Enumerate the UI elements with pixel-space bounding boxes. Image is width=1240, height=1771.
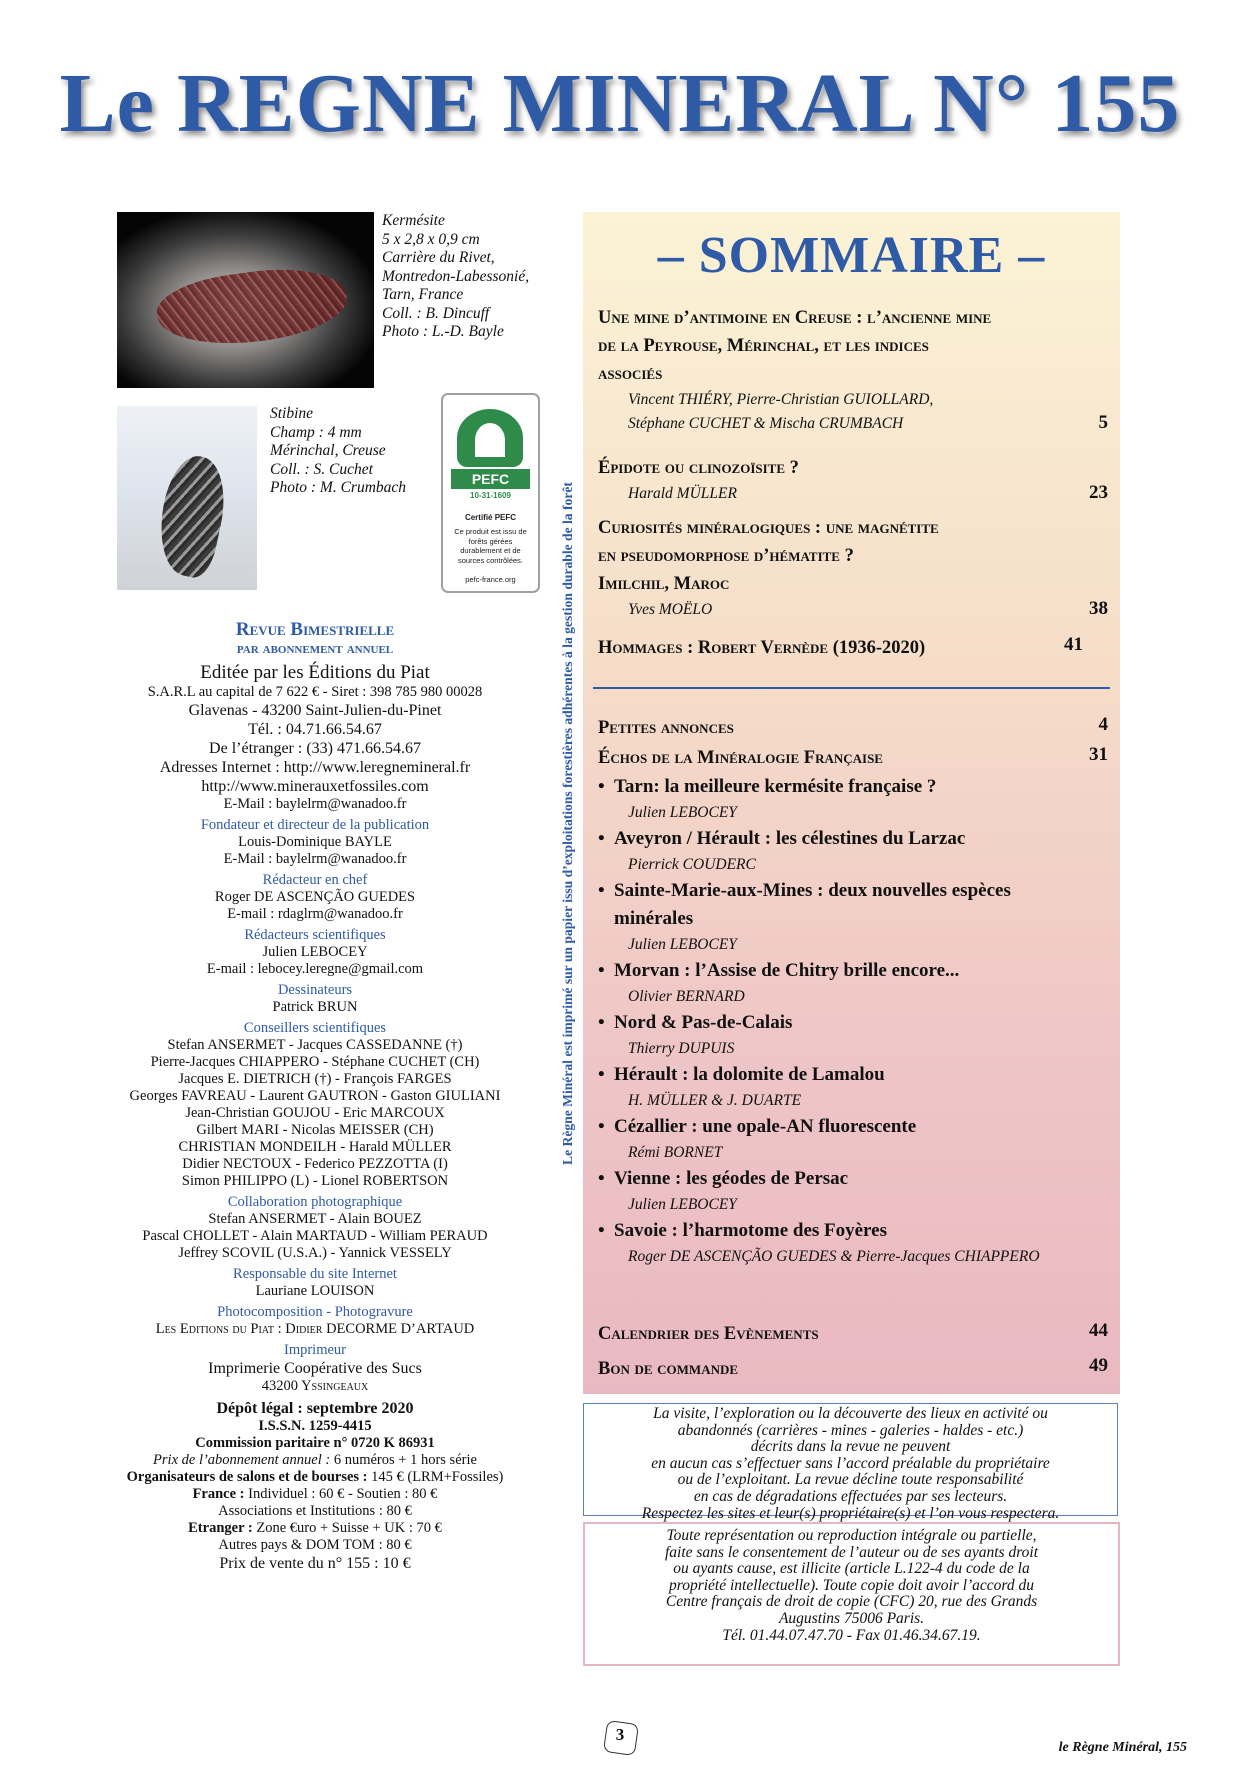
- caption-line: 5 x 2,8 x 0,9 cm: [382, 230, 480, 248]
- echos-list: [598, 773, 1108, 1269]
- echos-item[interactable]: • Sainte-Marie-aux-Mines : deux nouvelles espèces minérales Julien LEBOCEY: [598, 877, 1108, 957]
- pefc-number: 10-31-1609: [470, 491, 511, 500]
- echos-item[interactable]: • Vienne : les géodes de Persac Julien LEBOCEY: [598, 1165, 1108, 1217]
- notice-line: propriété intellectuelle). Toute copie doit avoir l’accord du: [668, 1576, 1035, 1594]
- echos-author: Roger DE ASCENÇÃO GUEDES & Pierre-Jacques CHIAPPERO: [628, 1248, 1040, 1265]
- revue-subheading: par abonnement annuel: [236, 640, 394, 657]
- role-person: CHRISTIAN MONDEILH - Harald MÜLLER: [178, 1139, 452, 1155]
- associations-price: Associations et Institutions : 80 €: [218, 1503, 412, 1519]
- toc-title: Calendrier des Evènements: [598, 1324, 819, 1344]
- revue-heading: Revue Bimestrielle: [235, 619, 395, 640]
- notice-line: en aucun cas s’effectuer sans l’accord préalable du propriétaire: [651, 1454, 1050, 1472]
- echos-author: Thierry DUPUIS: [628, 1040, 735, 1057]
- foreign-label: Etranger :: [188, 1520, 253, 1536]
- echos-item[interactable]: • Tarn: la meilleure kermésite française ? Julien LEBOCEY: [598, 773, 1108, 825]
- other-countries-price: Autres pays & DOM TOM : 80 €: [218, 1537, 412, 1553]
- role-person: Stefan ANSERMET - Jacques CASSEDANNE (†): [167, 1037, 463, 1053]
- publisher: Editée par les Éditions du Piat: [200, 662, 430, 683]
- caption-line: Mérinchal, Creuse: [270, 442, 386, 459]
- issn: I.S.S.N. 1259-4415: [258, 1418, 372, 1434]
- toc-author: Stéphane CUCHET & Mischa CRUMBACH: [628, 415, 904, 432]
- toc-title: Épidote ou clinozoïsite ?: [598, 458, 799, 478]
- caption-line: Photo : M. Crumbach: [270, 479, 407, 496]
- toc-entry[interactable]: [598, 1355, 1108, 1383]
- toc-page: 44: [1089, 1320, 1108, 1341]
- commission: Commission paritaire n° 0720 K 86931: [195, 1435, 435, 1451]
- echos-title: Cézallier : une opale-AN fluorescente: [614, 1116, 917, 1137]
- notice-line: La visite, l’exploration ou la découverte des lieux en activité ou: [653, 1405, 1048, 1422]
- toc-author: Vincent THIÉRY, Pierre-Christian GUIOLLARD,: [628, 391, 934, 408]
- page-number: 3: [615, 1725, 625, 1744]
- toc-page: 31: [1089, 744, 1108, 765]
- notice-line: Respectez les sites et leur(s) propriétaire(s) et l’on vous respectera.: [641, 1504, 1060, 1522]
- subscription-value: 6 numéros + 1 hors série: [330, 1452, 477, 1468]
- printer-city: 43200 Yssingeaux: [261, 1378, 369, 1394]
- role-person: Jacques E. DIETRICH (†) - François FARGES: [178, 1071, 452, 1087]
- table-of-contents: [583, 212, 1120, 1394]
- role-heading: Collaboration photographique: [227, 1194, 403, 1210]
- caption-line: Montredon-Labessonié,: [382, 267, 530, 285]
- role-person: Pierre-Jacques CHIAPPERO - Stéphane CUCHET (CH): [150, 1054, 480, 1070]
- echos-title: Tarn: la meilleure kermésite française ?: [614, 776, 937, 797]
- organizers-price: [105, 1469, 525, 1486]
- toc-author: Yves MOËLO: [628, 601, 713, 618]
- stibine-photo: [117, 406, 257, 590]
- caption-line: Coll. : S. Cuchet: [270, 460, 373, 478]
- toc-entry[interactable]: [598, 454, 1108, 506]
- kermesite-photo: [117, 212, 374, 388]
- toc-page: 41: [1064, 634, 1083, 655]
- toc-entry[interactable]: [598, 634, 1083, 662]
- pefc-tree-icon: [457, 409, 523, 467]
- foreign-price: [105, 1520, 525, 1537]
- magazine-title: Le REGNE MINERAL N° 155: [59, 57, 1181, 150]
- toc-title: en pseudomorphose d’hématite ?: [598, 546, 854, 566]
- echos-title: Savoie : l’harmotome des Foyères: [614, 1220, 887, 1241]
- notice-line: faite sans le consentement de l’auteur ou de ses ayants droit: [664, 1543, 1039, 1561]
- toc-entry[interactable]: [598, 744, 1108, 772]
- echos-author: Julien LEBOCEY: [628, 804, 737, 821]
- role-person: Patrick BRUN: [272, 999, 358, 1015]
- caption-line: Carrière du Rivet,: [382, 249, 495, 266]
- echos-item[interactable]: • Savoie : l’harmotome des Foyères Roger DE ASCENÇÃO GUEDES & Pierre-Jacques CHIAPPERO: [598, 1217, 1108, 1269]
- echos-title: Aveyron / Hérault : les célestines du Larzac: [614, 828, 966, 849]
- echos-item[interactable]: • Hérault : la dolomite de Lamalou H. MÜLLER & J. DUARTE: [598, 1061, 1108, 1113]
- toc-page: 23: [1089, 482, 1108, 503]
- toc-title: Petites annonces: [598, 718, 734, 738]
- role-person: Roger DE ASCENÇÃO GUEDES: [214, 889, 416, 905]
- pefc-certified: Certifié PEFC: [464, 513, 517, 522]
- notice-line: Toute représentation ou reproduction intégrale ou partielle,: [666, 1527, 1037, 1544]
- role-email: E-mail : lebocey.leregne@gmail.com: [206, 961, 424, 977]
- echos-author: Olivier BERNARD: [628, 988, 745, 1005]
- role-person: Jeffrey SCOVIL (U.S.A.) - Yannick VESSELY: [178, 1245, 452, 1261]
- echos-title: Morvan : l’Assise de Chitry brille encore...: [614, 960, 960, 981]
- kermesite-caption: [382, 212, 529, 342]
- toc-author: Harald MÜLLER: [628, 485, 737, 502]
- notice-line: ou de l’exploitant. La revue décline toute responsabilité: [677, 1471, 1024, 1489]
- stibine-crystal: [150, 451, 234, 581]
- organizers-value: 145 € (LRM+Fossiles): [367, 1469, 504, 1485]
- masthead-column: [105, 620, 525, 1573]
- echos-title: Vienne : les géodes de Persac: [614, 1168, 849, 1189]
- pefc-url: pefc-france.org: [465, 575, 516, 584]
- pefc-logo: [441, 393, 540, 593]
- issue-price: Prix de vente du n° 155 : 10 €: [219, 1555, 411, 1572]
- echos-title: Nord & Pas-de-Calais: [614, 1012, 793, 1033]
- echos-author: H. MÜLLER & J. DUARTE: [628, 1092, 802, 1109]
- caption-line: Photo : L.-D. Bayle: [382, 323, 504, 340]
- toc-page: 5: [1098, 412, 1108, 433]
- role-person: Les Editions du Piat : Didier DECORME D’ARTAUD: [155, 1321, 475, 1337]
- toc-page: 4: [1098, 714, 1108, 735]
- paper-notice-vertical: Le Règne Minéral est imprimé sur un papier issu d’exploitations forestières adhérentes à la gestion durable de la forêt: [560, 482, 575, 1165]
- role-person: Julien LEBOCEY: [262, 944, 368, 960]
- website-2: http://www.minerauxetfossiles.com: [201, 778, 429, 795]
- echos-author: Pierrick COUDERC: [628, 856, 756, 873]
- email: E-Mail : baylelrm@wanadoo.fr: [223, 796, 407, 812]
- address: Glavenas - 43200 Saint-Julien-du-Pinet: [188, 702, 442, 719]
- subscription-label: Prix de l’abonnement annuel :: [153, 1452, 331, 1468]
- toc-entry[interactable]: [598, 514, 1108, 622]
- role-heading: Fondateur et directeur de la publication: [200, 817, 430, 833]
- role-person: Jean-Christian GOUJOU - Eric MARCOUX: [185, 1105, 445, 1121]
- notice-line: Tél. 01.44.07.47.70 - Fax 01.46.34.67.19.: [722, 1626, 981, 1644]
- notice-line: décrits dans la revue ne peuvent: [750, 1438, 951, 1456]
- toc-title: de la Peyrouse, Mérinchal, et les indices: [598, 336, 929, 356]
- toc-title: Hommages : Robert Vernède (1936-2020): [598, 638, 926, 658]
- toc-entry[interactable]: [598, 304, 1108, 436]
- role-person: Pascal CHOLLET - Alain MARTAUD - William PERAUD: [142, 1228, 488, 1244]
- pefc-text: Ce produit est issu de forêts gérées durablement et de sources contrôlées.: [454, 527, 527, 565]
- caption-line: Coll. : B. Dincuff: [382, 304, 490, 322]
- toc-title: Bon de commande: [598, 1359, 739, 1379]
- echos-author: Julien LEBOCEY: [628, 936, 737, 953]
- role-person: Simon PHILIPPO (L) - Lionel ROBERTSON: [181, 1173, 449, 1189]
- echos-title: minérales: [614, 908, 694, 929]
- role-heading: Responsable du site Internet: [233, 1266, 397, 1282]
- caption-line: Stibine: [270, 405, 314, 422]
- notice-line: abandonnés (carrières - mines - galeries - haldes - etc.): [677, 1421, 1024, 1439]
- toc-page: 38: [1089, 598, 1108, 619]
- toc-entry[interactable]: [598, 714, 1108, 742]
- toc-title: Échos de la Minéralogie Française: [598, 748, 883, 768]
- toc-entry[interactable]: [598, 1320, 1108, 1348]
- role-email: E-mail : rdaglrm@wanadoo.fr: [227, 906, 403, 922]
- echos-item[interactable]: • Morvan : l’Assise de Chitry brille encore... Olivier BERNARD: [598, 957, 1108, 1009]
- organizers-label: Organisateurs de salons et de bourses :: [126, 1469, 368, 1485]
- site-access-notice: [583, 1403, 1118, 1522]
- role-person: Georges FAVREAU - Laurent GAUTRON - Gaston GIULIANI: [129, 1088, 501, 1104]
- stibine-caption: [270, 405, 406, 498]
- echos-author: Julien LEBOCEY: [628, 1196, 737, 1213]
- role-person: Gilbert MARI - Nicolas MEISSER (CH): [196, 1122, 434, 1138]
- echos-item[interactable]: • Cézallier : une opale-AN fluorescente Rémi BORNET: [598, 1113, 1108, 1165]
- role-heading: Photocomposition - Photogravure: [217, 1304, 413, 1320]
- pefc-word: PEFC: [451, 469, 530, 489]
- caption-line: Tarn, France: [382, 286, 464, 303]
- kermesite-crystal: [153, 259, 351, 355]
- website-1: Adresses Internet : http://www.leregnemineral.fr: [159, 759, 471, 776]
- echos-author: Rémi BORNET: [628, 1144, 723, 1161]
- legal-deposit: Dépôt légal : septembre 2020: [216, 1400, 414, 1417]
- notice-line: en cas de dégradations effectuées par ses lecteurs.: [693, 1487, 1008, 1505]
- notice-line: Centre français de droit de copie (CFC) 20, rue des Grands: [665, 1593, 1038, 1611]
- role-heading: Imprimeur: [283, 1342, 346, 1358]
- notice-line: ou ayants cause, est illicite (article L.122-4 du code de la: [673, 1560, 1030, 1578]
- role-person: Stefan ANSERMET - Alain BOUEZ: [208, 1211, 422, 1227]
- toc-title: associés: [598, 364, 663, 384]
- foreign-value: Zone €uro + Suisse + UK : 70 €: [252, 1520, 442, 1536]
- echos-item[interactable]: • Aveyron / Hérault : les célestines du Larzac Pierrick COUDERC: [598, 825, 1108, 877]
- role-heading: Rédacteurs scientifiques: [244, 927, 386, 943]
- intl-phone: De l’étranger : (33) 471.66.54.67: [209, 740, 421, 757]
- caption-line: Kermésite: [382, 212, 445, 229]
- printer-name: Imprimerie Coopérative des Sucs: [208, 1360, 422, 1377]
- phone: Tél. : 04.71.66.54.67: [248, 721, 382, 738]
- toc-separator: [593, 687, 1110, 689]
- toc-title: Une mine d’antimoine en Creuse : l’ancienne mine: [598, 308, 992, 328]
- company-info: S.A.R.L au capital de 7 622 € - Siret : 398 785 980 00028: [147, 684, 483, 700]
- role-person: Lauriane LOUISON: [255, 1283, 375, 1299]
- copyright-notice: [583, 1522, 1120, 1666]
- role-person: Louis-Dominique BAYLE: [238, 834, 392, 850]
- toc-title: Imilchil, Maroc: [598, 574, 730, 594]
- toc-page: 49: [1089, 1355, 1108, 1376]
- role-heading: Conseillers scientifiques: [243, 1020, 387, 1036]
- subscription-price: [105, 1452, 525, 1469]
- role-heading: Dessinateurs: [277, 982, 353, 998]
- caption-line: Champ : 4 mm: [270, 423, 362, 441]
- toc-heading: – SOMMAIRE –: [657, 227, 1046, 284]
- echos-title: Hérault : la dolomite de Lamalou: [614, 1064, 885, 1085]
- france-label: France :: [192, 1486, 245, 1502]
- role-heading: Rédacteur en chef: [262, 872, 368, 888]
- toc-title: Curiosités minéralogiques : une magnétite: [598, 518, 939, 538]
- echos-item[interactable]: • Nord & Pas-de-Calais Thierry DUPUIS: [598, 1009, 1108, 1061]
- france-value: Individuel : 60 € - Soutien : 80 €: [244, 1486, 438, 1502]
- france-price: [105, 1486, 525, 1503]
- notice-line: Augustins 75006 Paris.: [778, 1609, 925, 1627]
- echos-title: Sainte-Marie-aux-Mines : deux nouvelles espèces: [614, 880, 1011, 901]
- role-person: Didier NECTOUX - Federico PEZZOTTA (I): [182, 1156, 448, 1172]
- running-footer: le Règne Minéral, 155: [1058, 1740, 1187, 1755]
- role-email: E-Mail : baylelrm@wanadoo.fr: [223, 851, 407, 867]
